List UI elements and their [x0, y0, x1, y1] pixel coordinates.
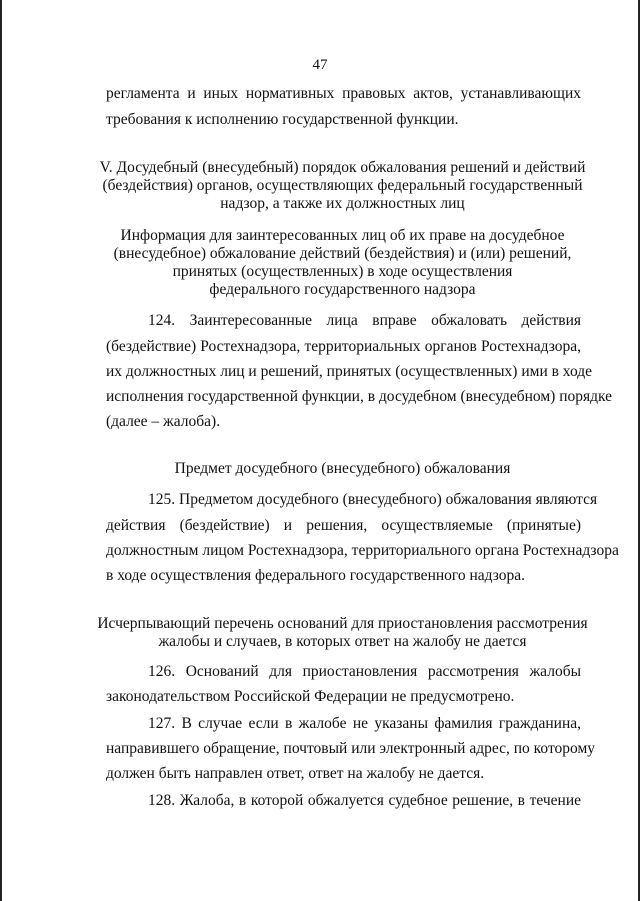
para-127-line-1: 127. В случае если в жалобе не указаны фамилия гражданина, — [148, 715, 581, 732]
info-subheading-line-1: Информация для заинтересованных лиц об их праве на досудебное — [120, 227, 565, 244]
info-subheading-line-2: (внесудебное) обжалование действий (бездействия) и (или) решений, — [113, 245, 572, 262]
para-124-line-2: (бездействие) Ростехнадзора, территориальных органов Ростехнадзора, — [106, 338, 581, 355]
para-125-line-4: в ходе осуществления федерального государственного надзора. — [106, 567, 526, 584]
para-124-line-5: (далее – жалоба). — [106, 413, 221, 430]
para-124-line-4: исполнения государственной функции, в досудебном (внесудебном) порядке — [106, 388, 613, 405]
para-127-line-2: направившего обращение, почтовый или электронный адрес, по которому — [106, 740, 596, 757]
continuation-line-1: регламента и иных нормативных правовых актов, устанавливающих — [106, 85, 581, 102]
para-124-line-1: 124. Заинтересованные лица вправе обжаловать действия — [148, 312, 581, 329]
grounds-subheading-line-1: Исчерпывающий перечень оснований для приостановления рассмотрения — [97, 615, 588, 632]
page-left-edge — [0, 0, 2, 901]
grounds-subheading-line-2: жалобы и случаев, в которых ответ на жалобу не дается — [158, 633, 527, 650]
page-number: 47 — [312, 57, 328, 73]
para-127-line-3: должен быть направлен ответ, ответ на жалобу не дается. — [106, 765, 485, 782]
para-125-line-3: должностным лицом Ростехнадзора, территориального органа Ростехнадзора — [106, 542, 619, 559]
para-124-line-3: их должностных лиц и решений, принятых (осуществленных) ими в ходе — [106, 363, 593, 380]
para-126-line-1: 126. Оснований для приостановления рассмотрения жалобы — [148, 663, 581, 680]
para-126-line-2: законодательством Российской Федерации не предусмотрено. — [106, 688, 515, 705]
subject-subheading: Предмет досудебного (внесудебного) обжалования — [174, 460, 511, 477]
continuation-line-2: требования к исполнению государственной функции. — [106, 111, 459, 128]
info-subheading-line-4: федерального государственного надзора — [209, 281, 476, 298]
section-heading-line-1: V. Досудебный (внесудебный) порядок обжалования решений и действий — [99, 159, 586, 176]
para-125-line-2: действия (бездействие) и решения, осуществляемые (принятые) — [106, 517, 581, 534]
info-subheading-line-3: принятых (осуществленных) в ходе осуществления — [172, 263, 513, 280]
para-128-line-1: 128. Жалоба, в которой обжалуется судебное решение, в течение — [148, 792, 581, 809]
section-heading-line-3: надзор, а также их должностных лиц — [220, 195, 465, 212]
section-heading-line-2: (бездействия) органов, осуществляющих федеральный государственный — [102, 177, 583, 194]
para-125-line-1: 125. Предметом досудебного (внесудебного) обжалования являются — [148, 491, 598, 508]
